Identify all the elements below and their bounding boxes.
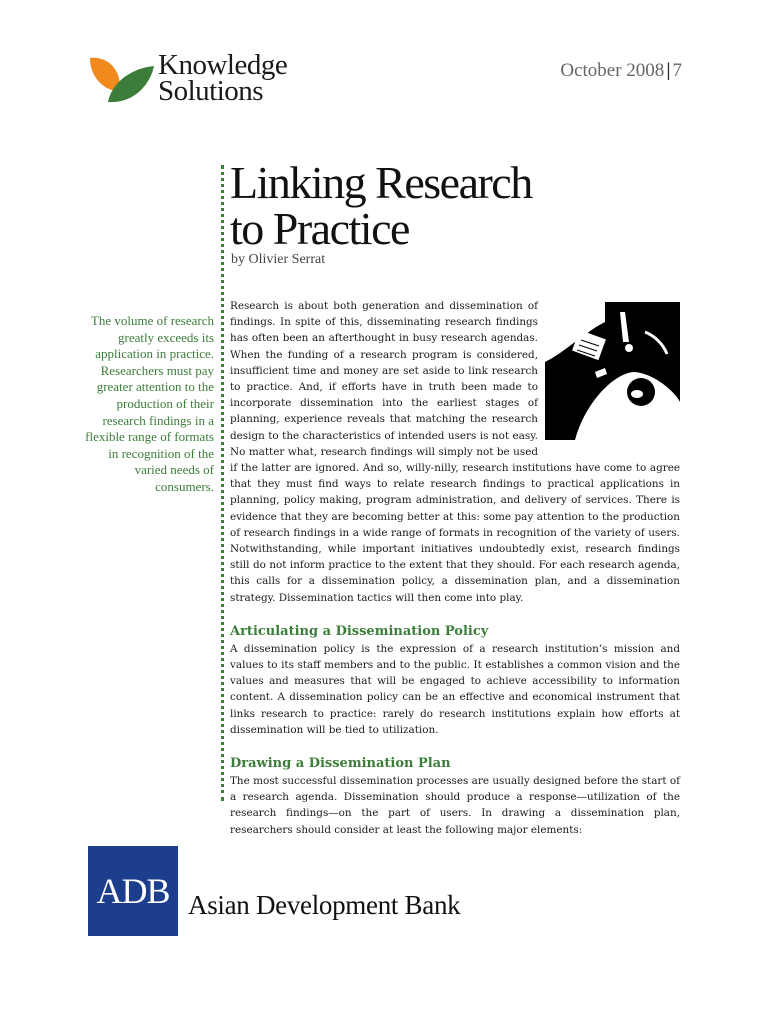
intro-paragraph: Research is about both generation and dissemination of findings. In spite of this, disseminating research findings has often been an afterthought in busy research agendas. When the funding of a research program is considered, insufficient time and money are set aside to link research to practice. And, if efforts have in truth been made to incorporate dissemination into the earliest stages of planning, experience reveals that matching the research design to the characteristics of intended users is not easy. No matter what, research findings will simply not be used if the latter are ignored. And so, willy-nilly, research institutions have come to agree that they must find ways to relate research findings to practical applications in planning, policy making, program administration, and delivery of services. There is evidence that they are becoming better at this: some pay attention to the production of research findings in a wide range of formats in recognition of the variety of users. Notwithstanding, while important initiatives undoubtedly exist, research findings still do not inform practice to the extent that they should. For each research agenda, this calls for a dissemination policy, a dissemination plan, and a dissemination strategy. Dissemination tactics will then come into play. [230,300,680,604]
section-text-plan: The most successful dissemination processes are usually designed before the start of a research agenda. Dissemination should produce a response—utilization of the research findings—on the part of users. In drawing a dissemination plan, researchers should consider at least the following major elements: [230,775,680,836]
logo-wordmark [158,49,288,107]
section-heading-plan: Drawing a Dissemination Plan [230,756,451,772]
knowledge-solutions-logo [88,49,328,112]
adb-logo: ADB [88,846,178,936]
byline: by Olivier Serrat [231,252,326,267]
page-title [230,157,532,254]
logo-line-2: Solutions [158,75,264,107]
issue-date: October 2008 [560,60,665,81]
title-line-1: Linking Research [230,157,532,208]
title-line-2: to Practice [230,203,409,254]
leaf-logo-icon [88,52,158,108]
article-body [230,298,680,838]
adb-name: Asian Development Bank [188,890,461,920]
issue-number: 7 [672,60,682,81]
dotted-divider [221,165,224,801]
issue-info [560,60,682,82]
logo-line-1: Knowledge [158,49,288,81]
issue-separator: | [666,60,671,81]
section-heading-policy: Articulating a Dissemination Policy [230,623,489,639]
pull-quote: The volume of research greatly exceeds its application in practice. Researchers must pay greater attention to the production of their research findings in a flexible range of formats in recognition of the varied needs of consumers. [85,313,214,494]
section-text-policy: A dissemination policy is the expression of a research institution’s mission and values to its staff members and to the public. It establishes a common vision and the values and measures that will be engaged to achieve accessibility to information content. A dissemination policy can be an effective and economical instrument that links research to practice: rarely do research institutions explain how efforts at dissemination will be tied to utilization. [230,642,680,736]
